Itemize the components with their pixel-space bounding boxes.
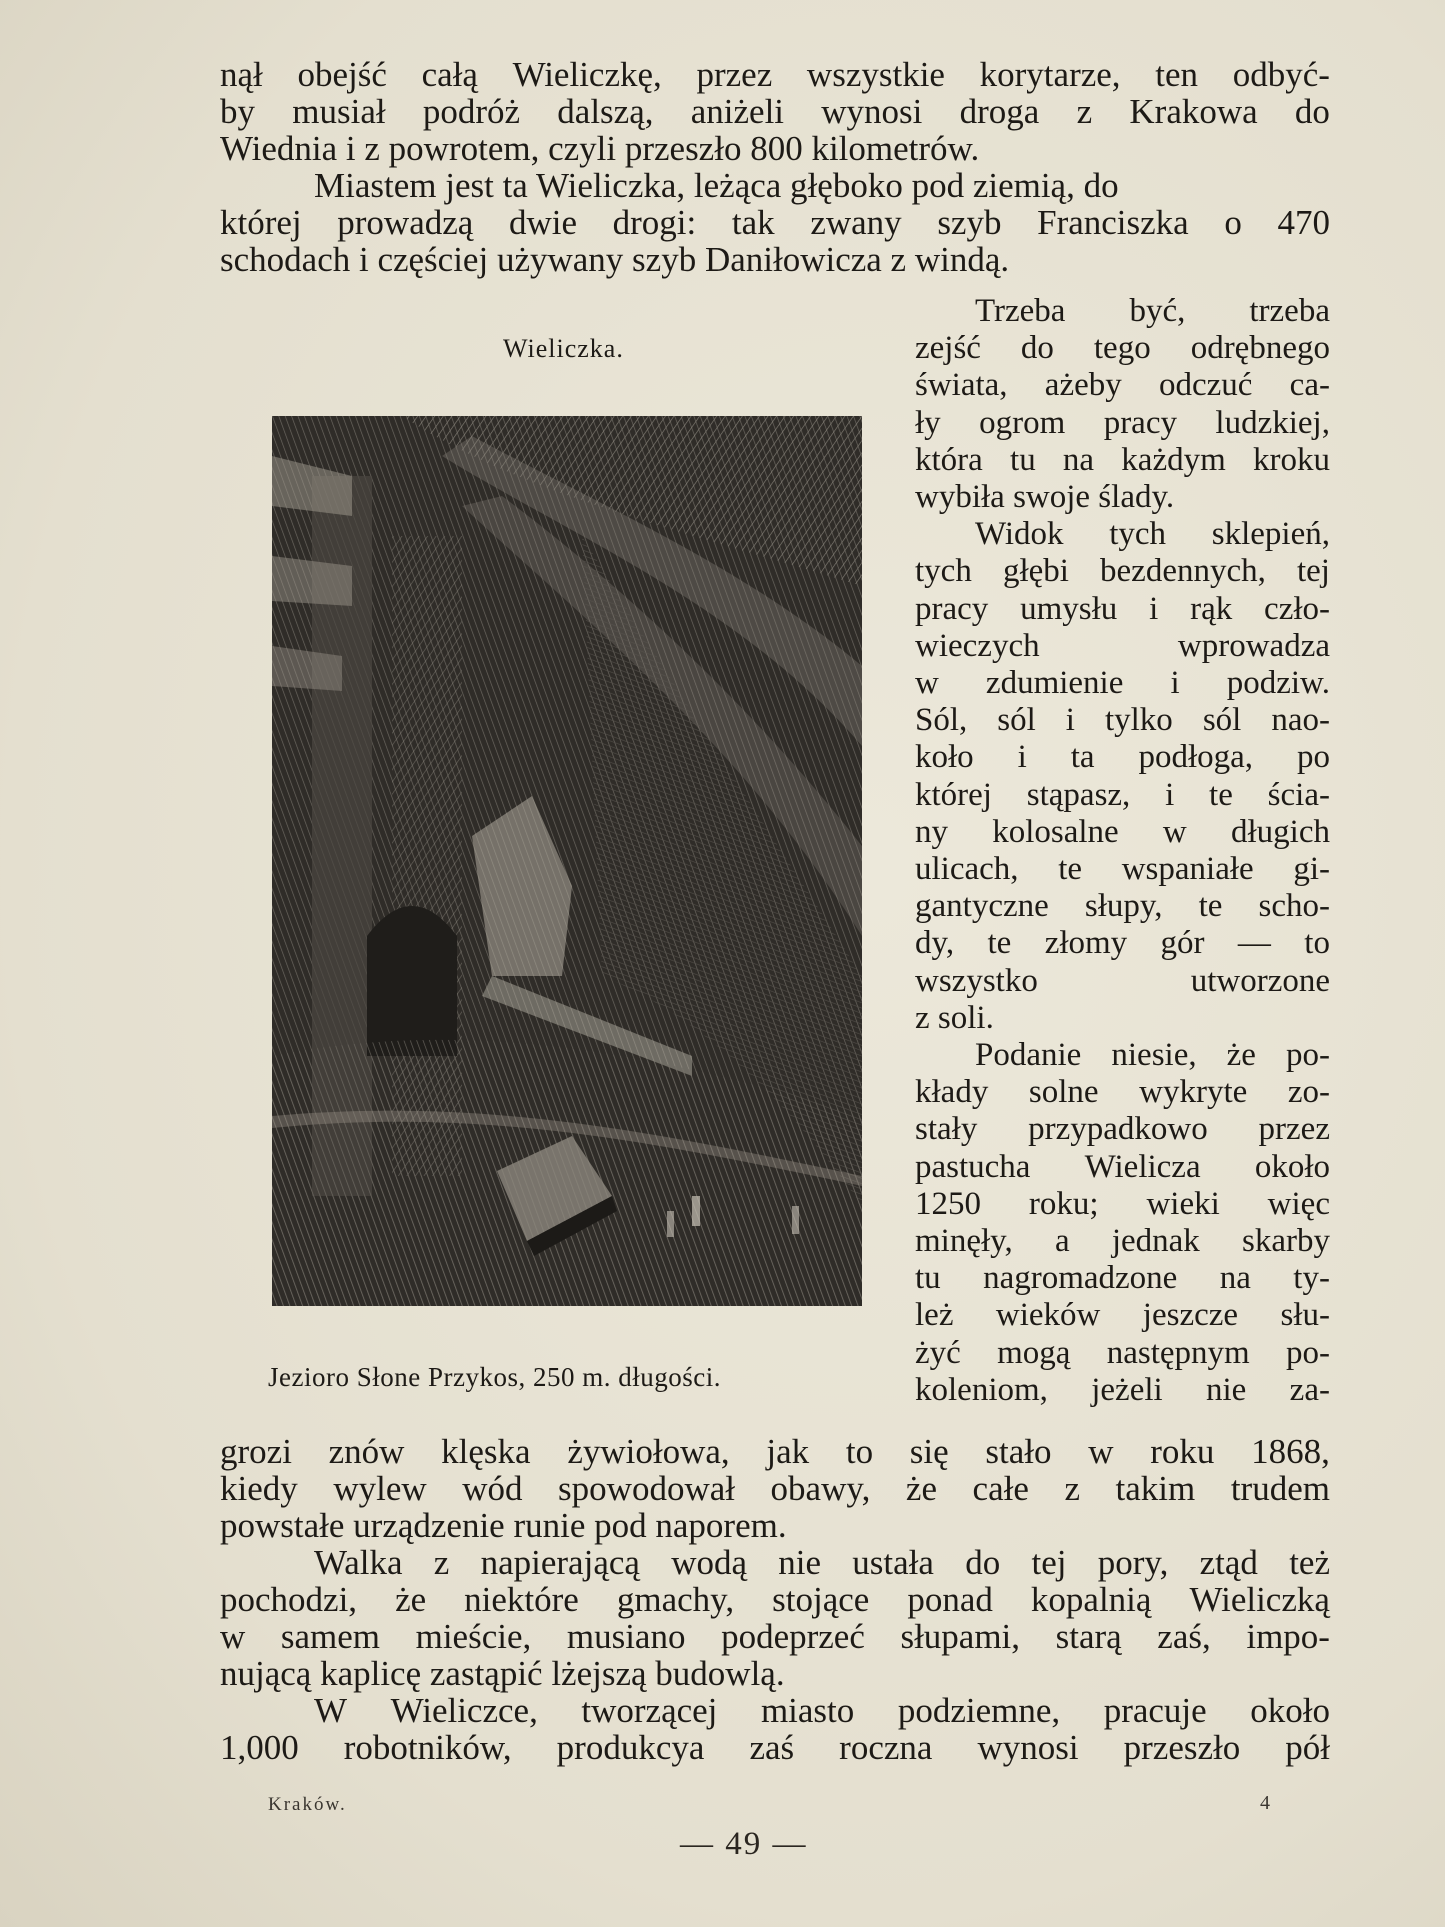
text-line: leż wieków jeszcze słu- xyxy=(915,1297,1330,1334)
top-text-block xyxy=(220,56,1330,278)
text-line: stały przypadkowo przez xyxy=(915,1111,1330,1148)
text-line: Podanie niesie, że po- xyxy=(975,1037,1330,1074)
text-line: powstałe urządzenie runie pod naporem. xyxy=(220,1506,787,1545)
bottom-text-block xyxy=(220,1433,1330,1766)
text-line: Sól, sól i tylko sól nao- xyxy=(915,702,1330,739)
text-line: ny kolosalne w długich xyxy=(915,813,1330,850)
text-line: Widok tych sklepień, xyxy=(975,516,1330,553)
text-line: schodach i częściej używany szyb Daniłowicza z windą. xyxy=(220,240,1010,279)
text-line: koleniom, jeżeli nie za- xyxy=(915,1371,1330,1408)
text-line: zejść do tego odrębnego xyxy=(915,330,1330,367)
text-line: kiedy wylew wód spowodował obawy, że całe z takim trudem xyxy=(220,1469,1330,1508)
text-line: w samem mieście, musiano podeprzeć słupami, starą zaś, impo- xyxy=(220,1617,1330,1656)
text-line: ły ogrom pracy ludzkiej, xyxy=(915,404,1330,441)
text-line: by musiał podróż dalszą, aniżeli wynosi droga z Krakowa do xyxy=(220,92,1330,131)
text-line: koło i ta podłoga, po xyxy=(915,739,1330,776)
text-line: wybiła swoje ślady. xyxy=(915,479,1175,516)
text-line: Trzeba być, trzeba xyxy=(975,293,1330,329)
text-line: pastucha Wielicza około xyxy=(915,1148,1330,1185)
text-line: z soli. xyxy=(915,999,994,1036)
text-line: minęły, a jednak skarby xyxy=(915,1223,1330,1260)
text-line: tych głębi bezdennych, tej xyxy=(915,553,1330,590)
text-line: żyć mogą następnym po- xyxy=(915,1334,1330,1371)
side-text-block xyxy=(915,293,1330,1409)
text-line: Miastem jest ta Wieliczka, leżąca głęboko pod ziemią, do xyxy=(314,166,1119,205)
text-line: której prowadzą dwie drogi: tak zwany szyb Franciszka o 470 xyxy=(220,203,1330,242)
figure-title: Wieliczka. xyxy=(503,334,624,363)
text-line: W Wieliczce, tworzącej miasto podziemne, pracuje około xyxy=(314,1691,1330,1730)
sheet-number: 4 xyxy=(1260,1792,1270,1814)
text-line: wszystko utworzone xyxy=(915,962,1330,999)
page-number: — 49 — xyxy=(680,1826,808,1862)
text-line: grozi znów klęska żywiołowa, jak to się stało w roku 1868, xyxy=(220,1432,1330,1471)
text-line: Walka z napierającą wodą nie ustała do tej pory, ztąd też xyxy=(314,1543,1330,1582)
text-line: świata, ażeby odczuć ca- xyxy=(915,367,1330,404)
text-line: pochodzi, że niektóre gmachy, stojące ponad kopalnią Wieliczką xyxy=(220,1580,1330,1619)
text-line: której stąpasz, i te ścia- xyxy=(915,776,1330,813)
text-line: 1250 roku; wieki więc xyxy=(915,1185,1330,1222)
text-line: w zdumienie i podziw. xyxy=(915,665,1330,702)
text-line: gantyczne słupy, te scho- xyxy=(915,888,1330,925)
text-line: tu nagromadzone na ty- xyxy=(915,1260,1330,1297)
engraving-illustration xyxy=(272,416,862,1306)
text-line: dy, te złomy gór — to xyxy=(915,925,1330,962)
text-line: wieczych wprowadza xyxy=(915,627,1330,664)
text-line: nującą kaplicę zastąpić lżejszą budowlą. xyxy=(220,1654,785,1693)
text-line: która tu na każdym kroku xyxy=(915,441,1330,478)
text-line: ulicach, te wspaniałe gi- xyxy=(915,851,1330,888)
figure-caption: Jezioro Słone Przykos, 250 m. długości. xyxy=(268,1362,721,1392)
text-line: Wiednia i z powrotem, czyli przeszło 800 kilometrów. xyxy=(220,129,980,168)
text-line: nął obejść całą Wieliczkę, przez wszystkie korytarze, ten odbyć- xyxy=(220,55,1330,94)
text-line: pracy umysłu i rąk czło- xyxy=(915,590,1330,627)
signature-mark: Kraków. xyxy=(268,1794,347,1815)
text-line: 1,000 robotników, produkcya zaś roczna wynosi przeszło pół xyxy=(220,1728,1330,1767)
text-line: kłady solne wykryte zo- xyxy=(915,1074,1330,1111)
